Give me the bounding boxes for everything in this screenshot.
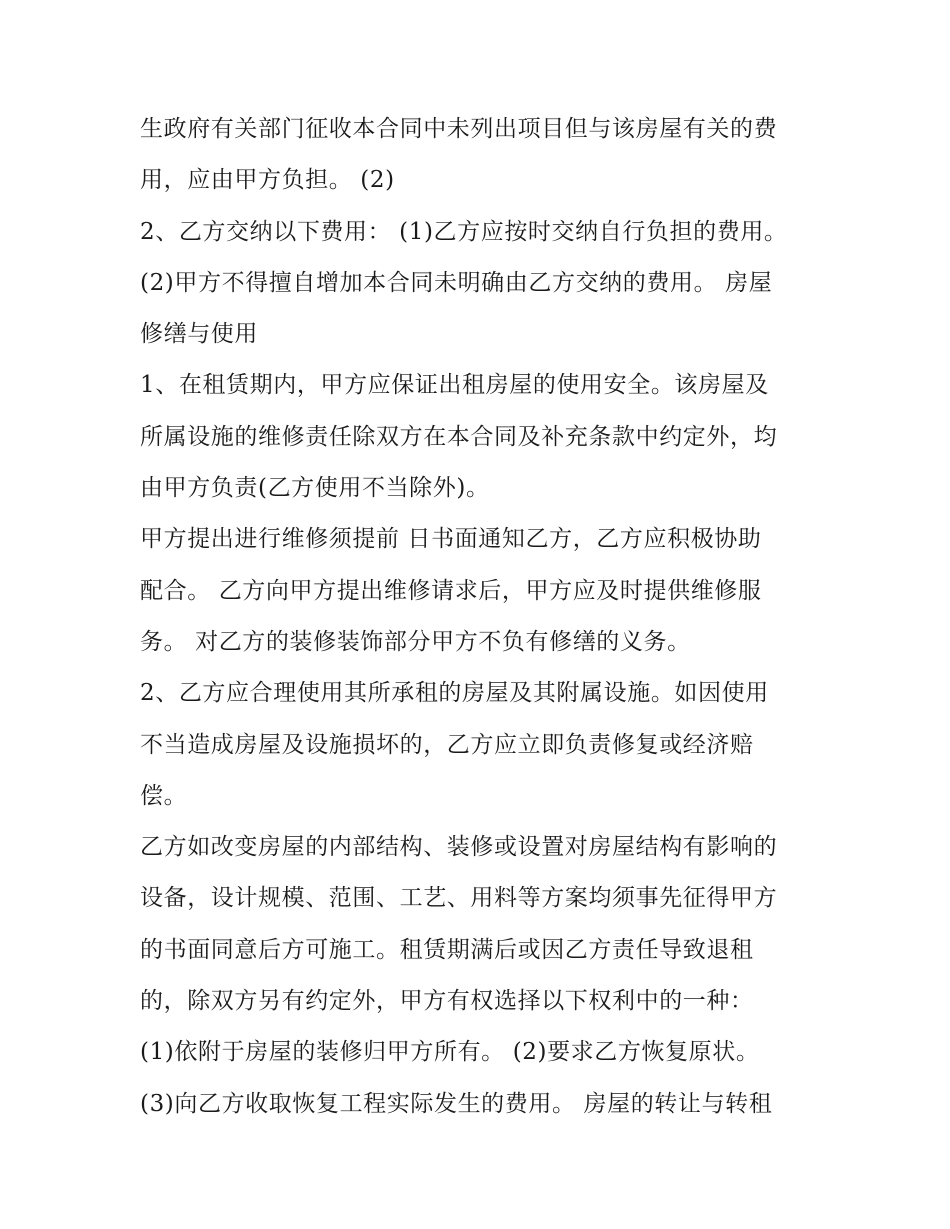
text-line: 2、乙方应合理使用其所承租的房屋及其附属设施。如因使用 <box>140 680 769 707</box>
text-line: 修缮与使用 <box>140 321 258 348</box>
text-line: 2、乙方交纳以下费用： (1)乙方应按时交纳自行负担的费用。 <box>140 218 788 245</box>
text-line: 由甲方负责(乙方使用不当除外)。 <box>140 475 490 502</box>
text-line: 所属设施的维修责任除双方在本合同及补充条款中约定外，均 <box>140 423 778 450</box>
text-line: (3)向乙方收取恢复工程实际发生的费用。 房屋的转让与转租 <box>140 1090 773 1117</box>
text-line: 配合。 乙方向甲方提出维修请求后，甲方应及时提供维修服 <box>140 577 762 604</box>
text-line: 乙方如改变房屋的内部结构、装修或设置对房屋结构有影响的 <box>140 834 778 861</box>
text-line: 1、在租赁期内，甲方应保证出租房屋的使用安全。该房屋及 <box>140 372 769 399</box>
text-line: 务。 对乙方的装修装饰部分甲方不负有修缮的义务。 <box>140 628 691 655</box>
text-line: 甲方提出进行维修须提前 日书面通知乙方，乙方应积极协助 <box>140 526 762 553</box>
text-line: 的，除双方另有约定外，甲方有权选择以下权利中的一种： <box>140 988 754 1015</box>
text-line: 生政府有关部门征收本合同中未列出项目但与该房屋有关的费 <box>140 116 778 142</box>
document-body <box>140 104 830 1130</box>
text-line: 不当造成房屋及设施损坏的，乙方应立即负责修复或经济赔 <box>140 731 754 758</box>
text-line: (2)甲方不得擅自增加本合同未明确由乙方交纳的费用。 房屋 <box>140 269 773 296</box>
text-line: 的书面同意后方可施工。租赁期满后或因乙方责任导致退租 <box>140 936 754 963</box>
text-line: (1)依附于房屋的装修归甲方所有。 (2)要求乙方恢复原状。 <box>140 1039 760 1066</box>
text-line: 用，应由甲方负担。 (2) <box>140 167 395 194</box>
text-line: 设备，设计规模、范围、工艺、用料等方案均须事先征得甲方 <box>140 885 778 912</box>
text-line: 偿。 <box>140 782 188 809</box>
